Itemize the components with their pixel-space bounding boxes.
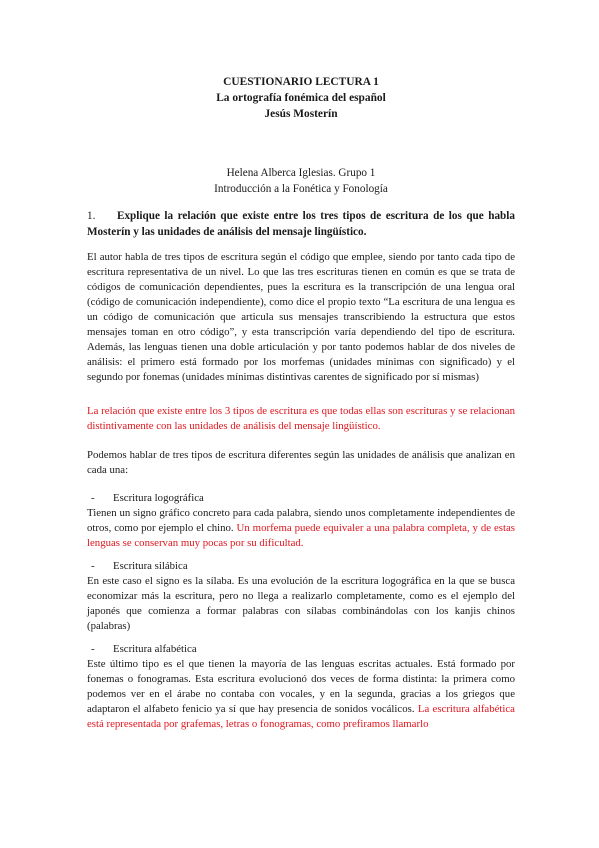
section-red-text: La escritura alfabética está representada por grafemas, letras o fonogramas, como prefiramos llamarlo (87, 703, 515, 730)
section-alfabetica-text (87, 657, 515, 732)
section-heading: Escritura logográfica (113, 492, 204, 504)
question-text: Explique la relación que existe entre los tres tipos de escritura de los que habla Mosterín y las unidades de análisis del mensaje lingüístico. (87, 210, 515, 238)
section-heading: Escritura alfabética (113, 643, 197, 655)
three-types-paragraph: Podemos hablar de tres tipos de escritura diferentes según las unidades de análisis que analizan en cada una: (87, 449, 515, 476)
section-alfabetica-heading (87, 642, 515, 657)
book-author: Jesús Mosterín (264, 108, 338, 120)
bullet-dash: - (91, 643, 95, 655)
section-logografica-text (87, 506, 515, 551)
question-number: 1. (87, 210, 96, 222)
section-text: Tienen un signo gráfico concreto para cada palabra, siendo unos completamente independientes de otros, como por ejemplo el chino. (87, 507, 515, 534)
section-red-text: Un morfema puede equivaler a una palabra completa, y de estas lenguas se conservan muy pocas por su dificultad. (87, 522, 516, 549)
section-silabica-heading (87, 559, 515, 574)
section-heading: Escritura silábica (113, 560, 188, 572)
course-name: Introducción a la Fonética y Fonología (214, 183, 388, 195)
section-silabica-text: En este caso el signo es la sílaba. Es una evolución de la escritura logográfica en la que se busca economizar más la escritura, pero no llega a realizarlo completamente, como es el ejemplo del japonés que comienza a formar palabras con sílabas combinándolas con los kanjis chinos (palabras) (87, 575, 515, 632)
student-name: Helena Alberca Iglesias. Grupo 1 (226, 167, 376, 179)
document-subtitle: La ortografía fonémica del español (216, 92, 386, 104)
question-1 (87, 208, 515, 240)
bullet-dash: - (91, 492, 95, 504)
document-title: CUESTIONARIO LECTURA 1 (223, 76, 379, 88)
section-text: Este último tipo es el que tienen la mayoría de las lenguas escritas actuales. Está formado por fonemas o fonogramas. Esta escritura evolucionó dos veces de forma distinta: la primera como podemos ver en el árabe no contaba con vocales, y en la segunda, gracias a los griegos que adaptaron el alfabeto fenicio ya sí que hay presencia de sonidos vocálicos. (87, 658, 515, 715)
intro-paragraph: El autor habla de tres tipos de escritura según el código que emplee, siendo por tanto cada tipo de escritura representativa de un nivel. Lo que las tres escrituras tienen en común es que se trata de códigos de comunicación dependientes, pues la escritura es la transcripción de una lengua oral (código de comunicación independiente), como dice el propio texto “La escritura de una lengua es un código de comunicación que articula sus mensajes transcribiendo la estructura que estos mensajes toman en otro código”, y esta transcripción varía dependiendo del tipo de escritura. Además, las lenguas tienen una doble articulación y por tanto podemos hablar de dos niveles de análisis: el primero está formado por los morfemas (unidades mínimas con significado) y el segundo por fonemas (unidades mínimas distintivas carentes de significado por sí mismas) (87, 251, 515, 383)
bullet-dash: - (91, 560, 95, 572)
relation-paragraph: La relación que existe entre los 3 tipos de escritura es que todas ellas son escrituras y se relacionan distintivamente con las unidades de análisis del mensaje lingüístico. (87, 405, 515, 432)
student-block (87, 165, 515, 197)
section-logografica-heading (87, 491, 515, 506)
title-block (87, 74, 515, 122)
